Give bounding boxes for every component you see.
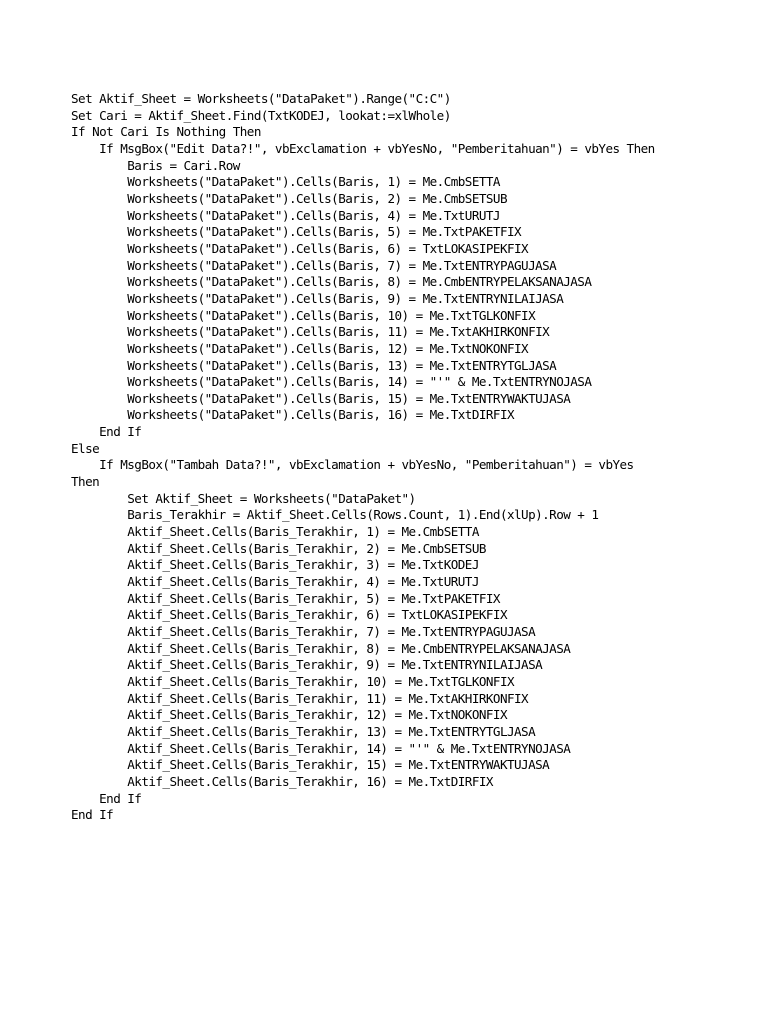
vba-code-block <box>71 91 751 824</box>
code-line: Set Cari = Aktif_Sheet.Find(TxtKODEJ, lookat:=xlWhole) <box>71 107 451 123</box>
code-line: Worksheets("DataPaket").Cells(Baris, 14) = "'" & Me.TxtENTRYNOJASA <box>71 374 592 390</box>
code-line: Baris_Terakhir = Aktif_Sheet.Cells(Rows.Count, 1).End(xlUp).Row + 1 <box>71 507 599 523</box>
code-line: If Not Cari Is Nothing Then <box>71 124 261 140</box>
code-line: Set Aktif_Sheet = Worksheets("DataPaket").Range("C:C") <box>71 91 451 106</box>
code-line: Aktif_Sheet.Cells(Baris_Terakhir, 7) = Me.TxtENTRYPAGUJASA <box>71 624 536 639</box>
code-line: Set Aktif_Sheet = Worksheets("DataPaket") <box>71 490 416 506</box>
code-line: Worksheets("DataPaket").Cells(Baris, 4) = Me.TxtURUTJ <box>71 207 500 223</box>
code-line: Aktif_Sheet.Cells(Baris_Terakhir, 9) = Me.TxtENTRYNILAIJASA <box>71 657 543 673</box>
code-line: Worksheets("DataPaket").Cells(Baris, 5) = Me.TxtPAKETFIX <box>71 224 522 240</box>
code-line: Worksheets("DataPaket").Cells(Baris, 9) = Me.TxtENTRYNILAIJASA <box>71 290 564 306</box>
code-line: End If <box>71 807 114 823</box>
code-line: Worksheets("DataPaket").Cells(Baris, 2) = Me.CmbSETSUB <box>71 190 507 206</box>
code-line: Aktif_Sheet.Cells(Baris_Terakhir, 15) = Me.TxtENTRYWAKTUJASA <box>71 757 550 773</box>
code-line: End If <box>71 424 142 440</box>
code-line: Worksheets("DataPaket").Cells(Baris, 7) = Me.TxtENTRYPAGUJASA <box>71 257 557 273</box>
code-line: Aktif_Sheet.Cells(Baris_Terakhir, 8) = Me.CmbENTRYPELAKSANAJASA <box>71 640 571 656</box>
code-line: Baris = Cari.Row <box>71 157 240 173</box>
code-line: If MsgBox("Edit Data?!", vbExclamation + vbYesNo, "Pemberitahuan") = vbYes Then <box>71 140 655 156</box>
code-line: Worksheets("DataPaket").Cells(Baris, 13) = Me.TxtENTRYTGLJASA <box>71 357 557 373</box>
code-line: Aktif_Sheet.Cells(Baris_Terakhir, 6) = TxtLOKASIPEKFIX <box>71 607 507 623</box>
code-line: Then <box>71 474 100 490</box>
code-line: Worksheets("DataPaket").Cells(Baris, 16) = Me.TxtDIRFIX <box>71 407 515 423</box>
code-line: Worksheets("DataPaket").Cells(Baris, 1) = Me.CmbSETTA <box>71 174 500 190</box>
code-line: If MsgBox("Tambah Data?!", vbExclamation + vbYesNo, "Pemberitahuan") = vbYes <box>71 457 634 473</box>
code-line: Worksheets("DataPaket").Cells(Baris, 6) = TxtLOKASIPEKFIX <box>71 240 529 256</box>
code-line: Aktif_Sheet.Cells(Baris_Terakhir, 14) = "'" & Me.TxtENTRYNOJASA <box>71 740 571 756</box>
code-line: Aktif_Sheet.Cells(Baris_Terakhir, 16) = Me.TxtDIRFIX <box>71 773 493 789</box>
code-line: Worksheets("DataPaket").Cells(Baris, 11) = Me.TxtAKHIRKONFIX <box>71 324 550 340</box>
code-line: Worksheets("DataPaket").Cells(Baris, 15) = Me.TxtENTRYWAKTUJASA <box>71 390 571 406</box>
code-line: Aktif_Sheet.Cells(Baris_Terakhir, 1) = Me.CmbSETTA <box>71 524 479 540</box>
code-line: Worksheets("DataPaket").Cells(Baris, 8) = Me.CmbENTRYPELAKSANAJASA <box>71 274 592 290</box>
code-line: Aktif_Sheet.Cells(Baris_Terakhir, 2) = Me.CmbSETSUB <box>71 540 486 556</box>
code-line: Aktif_Sheet.Cells(Baris_Terakhir, 13) = Me.TxtENTRYTGLJASA <box>71 723 536 739</box>
code-line: End If <box>71 790 142 806</box>
code-line: Aktif_Sheet.Cells(Baris_Terakhir, 4) = Me.TxtURUTJ <box>71 574 479 590</box>
code-line: Worksheets("DataPaket").Cells(Baris, 12) = Me.TxtNOKONFIX <box>71 340 529 356</box>
code-line: Aktif_Sheet.Cells(Baris_Terakhir, 5) = Me.TxtPAKETFIX <box>71 590 500 606</box>
code-line: Aktif_Sheet.Cells(Baris_Terakhir, 3) = Me.TxtKODEJ <box>71 557 479 573</box>
code-line: Aktif_Sheet.Cells(Baris_Terakhir, 10) = Me.TxtTGLKONFIX <box>71 673 515 689</box>
code-line: Aktif_Sheet.Cells(Baris_Terakhir, 11) = Me.TxtAKHIRKONFIX <box>71 690 529 706</box>
code-line: Worksheets("DataPaket").Cells(Baris, 10) = Me.TxtTGLKONFIX <box>71 307 536 323</box>
code-line: Aktif_Sheet.Cells(Baris_Terakhir, 12) = Me.TxtNOKONFIX <box>71 707 507 723</box>
code-line: Else <box>71 440 100 456</box>
